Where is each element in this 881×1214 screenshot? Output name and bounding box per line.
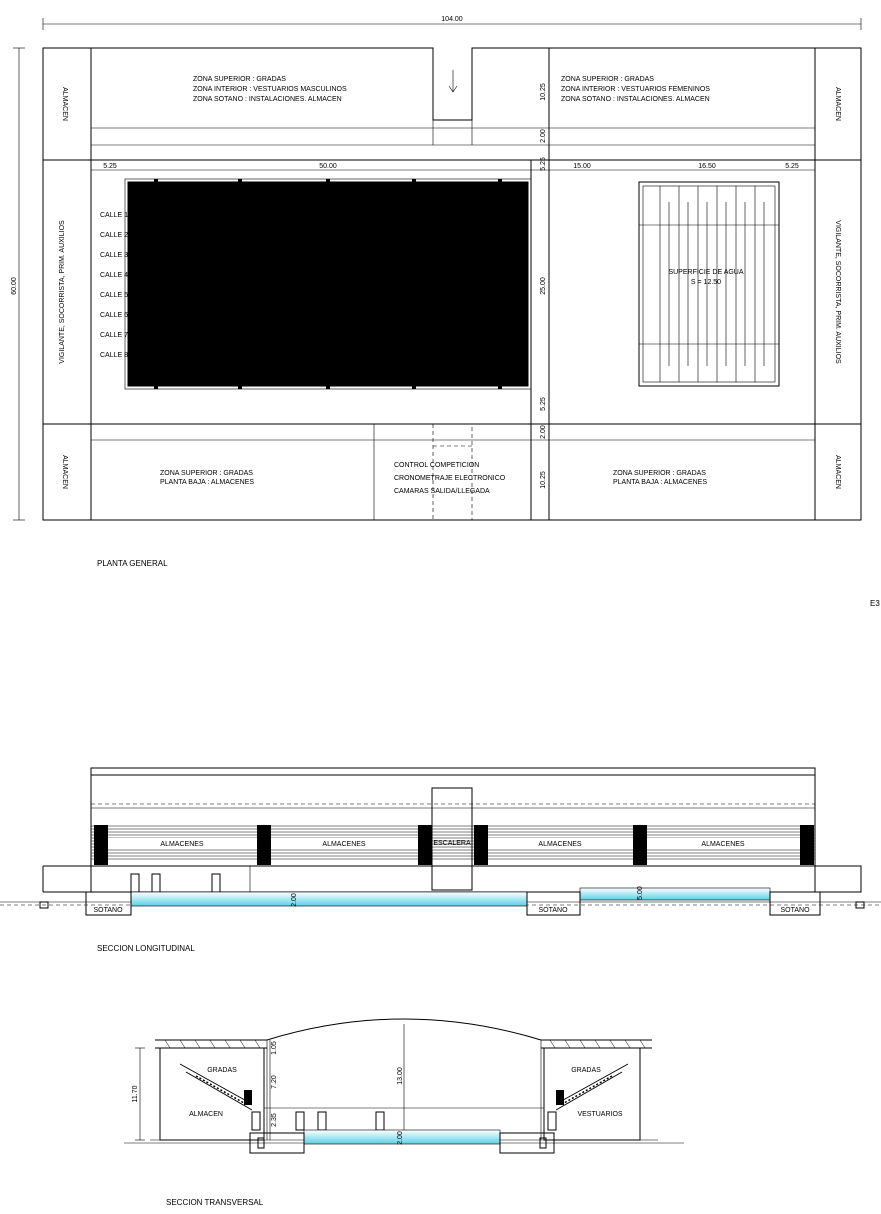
- dim-pool-length: 50.00: [319, 163, 337, 170]
- zone-top-left-3: ZONA SOTANO : INSTALACIONES. ALMACEN: [193, 96, 342, 103]
- dim-left-margin: 5.25: [103, 163, 117, 170]
- stands-label-left: GRADAS: [207, 1067, 237, 1074]
- basement-label-1: SOTANO: [93, 907, 123, 914]
- corner-label-br: ALMACEN: [834, 455, 841, 489]
- main-pool: [128, 182, 528, 386]
- stand-label-4: ALMACENES: [701, 841, 745, 848]
- dim-stand-height: 7.20: [271, 1075, 278, 1089]
- dim-top-gap: 5.25: [540, 157, 547, 171]
- dim-pool-depth: 2.00: [397, 1131, 404, 1145]
- store-label: ALMACEN: [189, 1111, 223, 1118]
- dim-total-height: 11.70: [132, 1085, 139, 1103]
- stands-label-right: GRADAS: [571, 1067, 601, 1074]
- longitudinal-title: SECCION LONGITUDINAL: [97, 944, 195, 953]
- lane-label-1: CALLE 1: [100, 212, 129, 219]
- dim-top-corridor: 2.00: [540, 129, 547, 143]
- lane-label-4: CALLE 4: [100, 272, 129, 279]
- side-label-right: VIGILANTE, SOCORRISTA, PRIM. AUXILIOS: [834, 220, 841, 364]
- roof-joists: [165, 1040, 645, 1048]
- lane-label-7: CALLE 7: [100, 332, 129, 339]
- dim-top-band: 10.25: [540, 83, 547, 101]
- dim-bottom-gap: 5.25: [540, 397, 547, 411]
- total-height-dim: 60.00: [11, 277, 18, 295]
- zone-top-left-1: ZONA SUPERIOR : GRADAS: [193, 76, 286, 83]
- corner-label-tl: ALMACEN: [61, 87, 68, 121]
- longitudinal-section: [0, 768, 881, 953]
- lane-label-5: CALLE 5: [100, 292, 129, 299]
- transversal-section: [124, 1019, 684, 1207]
- lane-label-6: CALLE 6: [100, 312, 129, 319]
- zone-bottom-center-2: CRONOMETRAJE ELECTRONICO: [394, 475, 506, 482]
- basement-label-2: SOTANO: [538, 907, 568, 914]
- plan-title: PLANTA GENERAL: [97, 559, 168, 568]
- lane-label-3: CALLE 3: [100, 252, 129, 259]
- stand-label-3: ALMACENES: [538, 841, 582, 848]
- total-width-dim: 104.00: [441, 16, 463, 23]
- dim-dome-height: 13.00: [397, 1067, 404, 1085]
- dim-bottom-corridor: 2.00: [540, 425, 547, 439]
- dim-bottom-band: 10.25: [540, 471, 547, 489]
- depth-main: 2.00: [291, 893, 298, 907]
- general-plan: [11, 16, 861, 568]
- zone-bottom-left-2: PLANTA BAJA : ALMACENES: [160, 479, 255, 486]
- dim-diving-left: 15.00: [573, 163, 591, 170]
- zone-bottom-left-1: ZONA SUPERIOR : GRADAS: [160, 470, 253, 477]
- corner-label-bl: ALMACEN: [61, 455, 68, 489]
- dim-right-margin: 5.25: [785, 163, 799, 170]
- changing-label: VESTUARIOS: [577, 1111, 623, 1118]
- zone-top-right-1: ZONA SUPERIOR : GRADAS: [561, 76, 654, 83]
- zone-top-right-2: ZONA INTERIOR : VESTUARIOS FEMENINOS: [561, 86, 710, 93]
- diving-pool-water: [580, 888, 770, 900]
- zone-top-left-2: ZONA INTERIOR : VESTUARIOS MASCULINOS: [193, 86, 347, 93]
- zone-bottom-right-2: PLANTA BAJA : ALMACENES: [613, 479, 708, 486]
- main-pool-water: [131, 892, 527, 906]
- sheet-code: E3: [870, 599, 880, 608]
- zone-bottom-center-3: CAMARAS SALIDA/LLEGADA: [394, 488, 490, 495]
- dim-diving-width: 16.50: [698, 163, 716, 170]
- dim-upper-height: 1.05: [271, 1041, 278, 1055]
- lane-label-8: CALLE 8: [100, 352, 129, 359]
- side-label-left: VIGILANTE, SOCORRISTA, PRIM. AUXILIOS: [59, 220, 66, 364]
- dim-lower-height: 2.35: [271, 1113, 278, 1127]
- transversal-title: SECCION TRANSVERSAL: [166, 1198, 264, 1207]
- diving-pool-label-1: SUPERFICIE DE AGUA: [668, 269, 744, 276]
- basement-label-3: SOTANO: [780, 907, 810, 914]
- tower-label: ESCALERA: [433, 840, 471, 847]
- corner-label-tr: ALMACEN: [834, 87, 841, 121]
- depth-diving: 5.00: [637, 886, 644, 900]
- stand-label-1: ALMACENES: [160, 841, 204, 848]
- zone-bottom-right-1: ZONA SUPERIOR : GRADAS: [613, 470, 706, 477]
- stand-label-2: ALMACENES: [322, 841, 366, 848]
- lane-label-2: CALLE 2: [100, 232, 129, 239]
- zone-bottom-center-1: CONTROL COMPETICION: [394, 462, 480, 469]
- dim-pool-width: 25.00: [540, 277, 547, 295]
- diving-pool-label-2: S = 12.50: [690, 279, 722, 286]
- zone-top-right-3: ZONA SOTANO : INSTALACIONES. ALMACEN: [561, 96, 710, 103]
